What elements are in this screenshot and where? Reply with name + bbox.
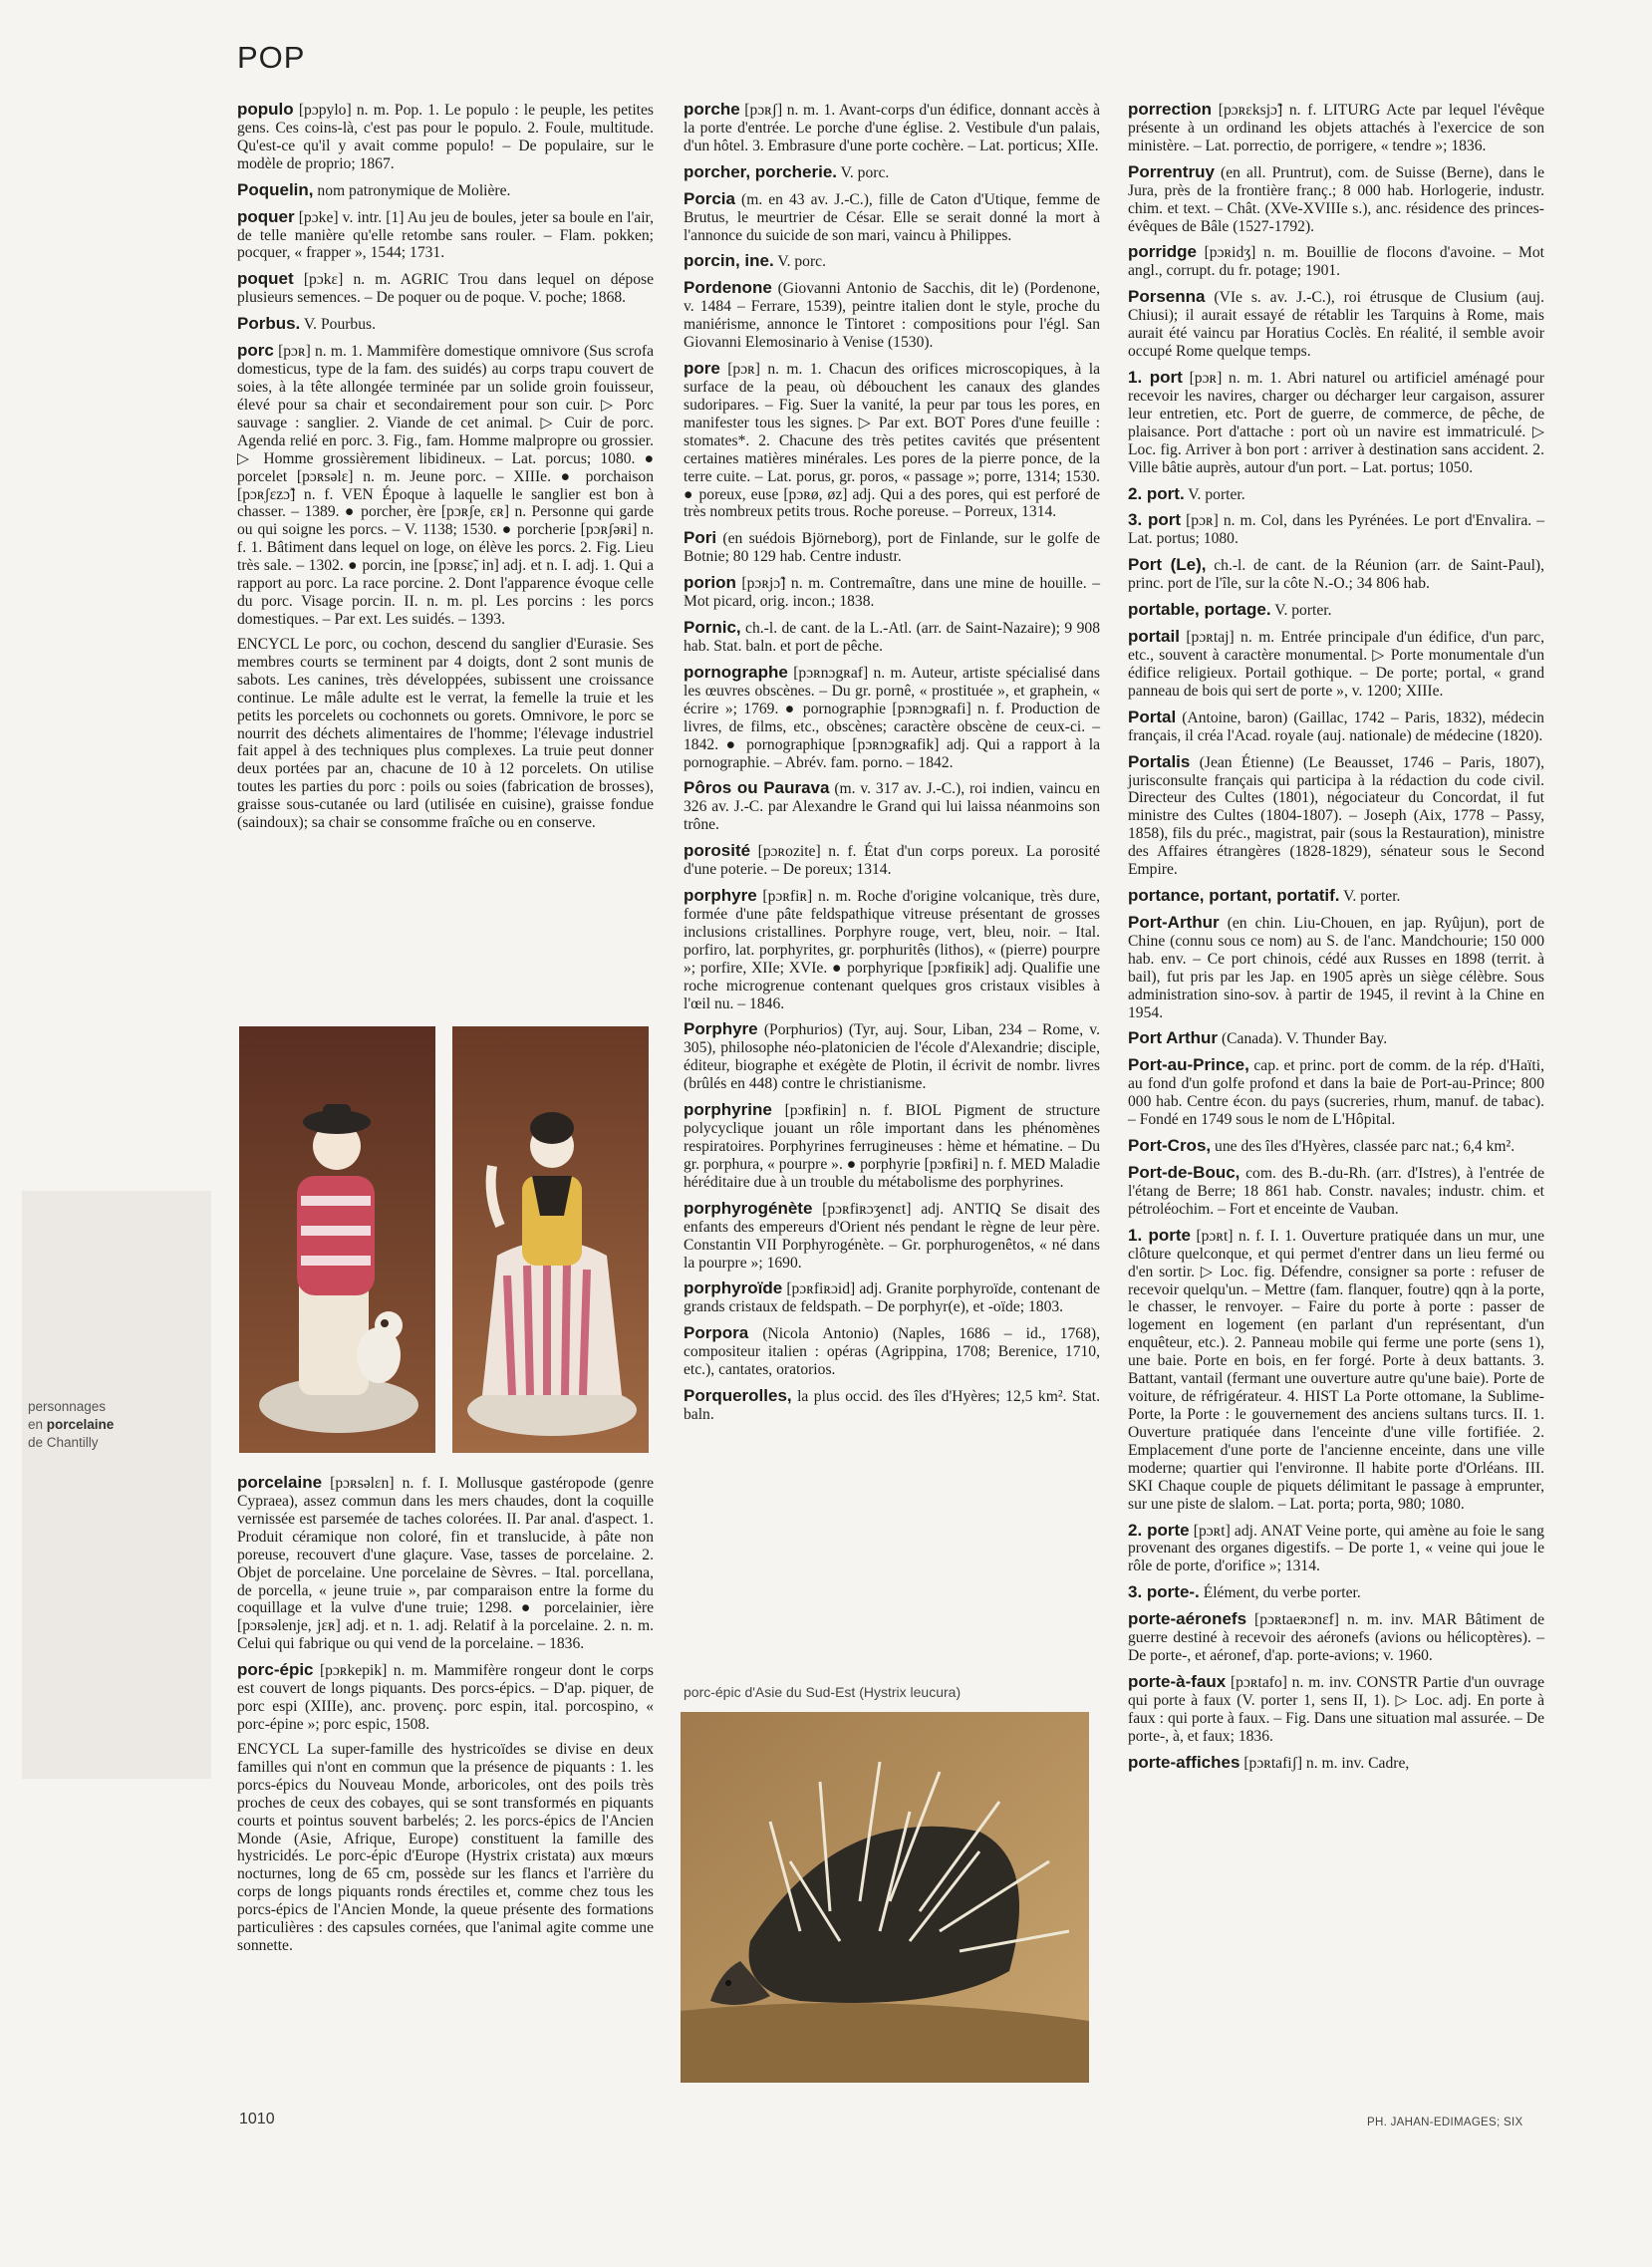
entry-body: [pɔʀfiʀɔid] adj. Granite porphyroïde, contenant de grands cristaux de feldspath. – De porphyr(e), et -oïde; 1803. (684, 1280, 1101, 1316)
figurines-caption-line3: de Chantilly (28, 1435, 99, 1451)
dictionary-entry (1128, 368, 1544, 477)
dictionary-entry (1128, 1226, 1544, 1514)
entry-body: (Giovanni Antonio de Sacchis, dit le) (Pordenone, v. 1484 – Ferrare, 1539), peintre italien dont le style, proche du maniérisme, annonce le Tintoret : compositions pour l'égl. San Giovanni Elemosinario à Venise (1530). (684, 280, 1100, 352)
entry-body: V. porter. (1188, 485, 1245, 503)
entry-body: (en suédois Björneborg), port de Finlande, sur le golfe de Botnie; 80 129 hab. Centre industr. (684, 530, 1100, 566)
dictionary-entry (237, 1473, 654, 1653)
entry-body: ch.-l. de cant. de la L.-Atl. (arr. de Saint-Nazaire); 9 908 hab. Stat. baln. et port de pêche. (684, 620, 1100, 655)
entry-body: ch.-l. de cant. de la Réunion (arr. de Saint-Paul), princ. port de l'île, sur la côte N.-O.; 34 806 hab. (1128, 557, 1545, 593)
entry-headword: Pôros ou Paurava (684, 778, 830, 798)
dictionary-entry (1128, 1672, 1544, 1746)
dictionary-entry (1128, 287, 1544, 361)
entry-body: [pɔʀt] n. f. I. 1. Ouverture pratiquée dans un mur, une clôture quelconque, et qui permet d'entrer dans un lieu fermé ou d'en sortir. ▷ Loc. fig. Défendre, consigner sa porte : refuser de recevoir quelqu'un. – Mettre (fam. flanquer, foutre) qqn à la porte, le chasser, le renvoyer. – Faire du porte à porte : passer de logement en logement (en parlant d'un représentant, d'un enquêteur, etc.). 2. Panneau mobile qui ferme une porte (sens 1), une baie. Porte en bois, en fer forgé. Porte à deux battants. 3. Battant, vantail (fermant une ouverture autre qu'une baie). Porte de voiture, de réfrigérateur. 4. HIST La Porte ottomane, la Sublime-Porte, la Porte : le gouvernement des anciens sultans turcs. II. 1. Ouverture pratiquée dans l'enceinte d'une ville fortifiée. 2. Emplacement d'une porte de l'ancienne enceinte, dans une ville moderne; quartier qui l'environne. Il habite porte d'Orléans. III. SKI Chaque couple de piquets délimitant le passage à emprunter, sur une piste de slalom. – Lat. porta; porta, 980; 1080. (1128, 1227, 1544, 1513)
entry-headword: porridge (1128, 242, 1197, 262)
dictionary-entry (1128, 913, 1544, 1022)
dictionary-entry (1128, 1521, 1544, 1576)
dictionary-entry (684, 1199, 1100, 1273)
entry-body: [pɔʀnɔgʀaf] n. m. Auteur, artiste spécialisé dans les œuvres obscènes. – Du gr. pornê, « prostituée », et graphein, « écrire »; 1769. ● pornographie [pɔʀnɔgʀafi] n. f. Production de livres, de films, etc., obscènes; caractère obscène de ceux-ci. – 1842. ● pornographique [pɔʀnɔgʀafik] adj. Qui a rapport à la pornographie. – Abrév. fam. porno. – 1842. (684, 664, 1100, 771)
dictionary-entry (1128, 162, 1544, 236)
entry-body: com. des B.-du-Rh. (arr. d'Istres), à l'entrée de l'étang de Berre; 18 861 hab. Constr. navales; industr. chim. et pétroléochim. – Fort et enceinte de Vauban. (1128, 1165, 1544, 1218)
entry-headword: porc (237, 341, 274, 361)
entry-body: une des îles d'Hyères, classée parc nat.; 6,4 km². (1215, 1138, 1515, 1156)
dictionary-entry (1128, 1028, 1544, 1048)
entry-body: ENCYCL Le porc, ou cochon, descend du sanglier d'Eurasie. Ses membres courts se terminent par 4 doigts, dont 2 sont munis de sabots. Les canines, très développées, subissent une croissance continue. Le mâle adulte est le verrat, la femelle la truie et les petits les porcelets ou cochonnets ou gorets. Omnivore, le porc se nourrit des déchets alimentaires de l'homme; l'élevage industriel fait appel à des techniques plus complexes. La truie peut donner deux portées par an, chacune de 10 à 12 porcelets. On utilise toutes les parties du porc : poils ou soies (fabrication de brosses), graisse sous-cutanée ou lard (utilisée en cuisine), graisse fondue (saindoux); sa chair se consomme fraîche ou en conserve. (237, 635, 654, 832)
dictionary-entry (684, 663, 1100, 772)
dictionary-entry (684, 778, 1100, 834)
entry-headword: porion (684, 573, 736, 593)
dictionary-entry (1128, 752, 1544, 879)
entry-body: Élément, du verbe porter. (1203, 1584, 1361, 1602)
entry-headword: 1. port (1128, 367, 1183, 387)
entry-body: [pɔke] v. intr. [1] Au jeu de boules, jeter sa boule en l'air, de telle manière qu'elle retombe sans rouler. – Flam. pokken; pocquer, « frapper », 1544; 1731. (237, 208, 654, 262)
entry-body: [pɔʀt] adj. ANAT Veine porte, qui amène au foie le sang provenant des organes digestifs. – De porte 1, « veine qui joue le rôle de porte, d'orifice »; 1314. (1128, 1522, 1544, 1575)
entry-headword: Poquelin, (237, 179, 314, 199)
entry-headword: porc-épic (237, 1660, 314, 1680)
dictionary-entry (684, 162, 1100, 182)
entry-body: [pɔʀ] n. m. 1. Abri naturel ou artificiel aménagé pour recevoir les navires, charger ou décharger leur cargaison, assurer leur entretien, etc. Port de guerre, de commerce, de pêche, de plaisance. Port d'attache : port où un navire est immatriculé. ▷ Loc. fig. Arriver à bon port : arriver à destination sans accident. 2. Ville bâtie auprès, autour d'un port. – Lat. portus; 1050. (1128, 369, 1544, 476)
entry-body: [pɔʀ] n. m. 1. Chacun des orifices microscopiques, à la surface de la peau, où débouchent les canaux des glandes sudoripares. – Fig. Suer la vanité, la peur par tous les pores, en manifester tous les signes. ▷ Par ext. BOT Pores d'une feuille : stomates*. 2. Chacune des très petites cavités que présentent certaines matières minérales. Les pores de la pierre ponce, de la terre cuite. – Lat. porus, gr. poros, « passage »; porre, 1314; 1530. ● poreux, euse [pɔʀø, øz] adj. Qui a des pores, qui est perforé de très nombreux petits trous. Roche poreuse. – Porreux, 1314. (684, 361, 1100, 521)
dictionary-entry (1128, 1163, 1544, 1219)
dictionary-entry (684, 1278, 1100, 1316)
entry-headword: porcher, porcherie. (684, 161, 837, 181)
dictionary-entry (237, 636, 654, 832)
entry-body: [pɔʀtaeʀɔnɛf] n. m. inv. MAR Bâtiment de guerre destiné à recevoir des aéronefs (avions ou hélicoptères). – De porte-, et aéronef, d'ap. porte-avions; v. 1960. (1128, 1611, 1544, 1665)
dictionary-entry (1128, 600, 1544, 620)
entry-body: V. Pourbus. (303, 316, 376, 334)
figurines-caption (28, 1398, 217, 1453)
dictionary-entry (237, 314, 654, 334)
dictionary-entry (1128, 242, 1544, 280)
entry-body: (Jean Étienne) (Le Beausset, 1746 – Paris, 1807), jurisconsulte français qui participa à la rédaction du code civil. Directeur des Cultes (1801), négociateur du Concordat, il fut ministre des Cultes (1804-1807). – Joseph (Aix, 1778 – Passy, 1858), fils du préc., magistrat, pair (sous la Restauration), ministre des Affaires étrangères (1828-1829), sénateur sous le Second Empire. (1128, 753, 1544, 879)
entry-body: [pɔʀtafiʃ] n. m. inv. Cadre, (1243, 1754, 1410, 1772)
entry-headword: porche (684, 100, 740, 119)
entry-body: la plus occid. des îles d'Hyères; 12,5 km². Stat. baln. (684, 1388, 1101, 1423)
entry-body: (m. v. 317 av. J.-C.), roi indien, vaincu en 326 av. J.-C. par Alexandre le Grand qui lui laissa néanmoins son trône. (684, 780, 1100, 834)
column-1 (237, 100, 654, 839)
entry-body: (Nicola Antonio) (Naples, 1686 – id., 1768), compositeur italien : opéras (Agrippina, 1708; Berenice, 1710, etc.), cantates, oratorios. (684, 1325, 1100, 1379)
dictionary-entry (1128, 1753, 1544, 1773)
entry-headword: Pori (684, 528, 717, 548)
dictionary-entry (237, 180, 654, 200)
entry-headword: Port-de-Bouc, (1128, 1163, 1240, 1183)
dictionary-entry (237, 341, 654, 629)
entry-body: V. porc. (777, 253, 826, 271)
dictionary-entry (684, 100, 1100, 155)
figurine-man-illustration (239, 1026, 435, 1453)
dictionary-entry (1128, 1609, 1544, 1665)
dictionary-entry (684, 618, 1100, 656)
dictionary-entry (684, 528, 1100, 566)
entry-headword: porphyre (684, 886, 757, 906)
dictionary-entry (684, 841, 1100, 879)
facing-page-shadow (22, 1191, 211, 1779)
entry-body: [pɔpylo] n. m. Pop. 1. Le populo : le peuple, les petites gens. Ces coins-là, c'est pas pour le populo. 2. Foule, multitude. Qu'est-ce qu'il y avait comme populo! – De populaire, sur le modèle de proprio; 1867. (237, 102, 654, 172)
figurine-woman-illustration (452, 1026, 649, 1453)
entry-headword: Portal (1128, 707, 1177, 726)
figurines-caption-bold: porcelaine (46, 1417, 115, 1433)
entry-headword: Pordenone (684, 278, 772, 298)
porcupine-illustration (681, 1712, 1089, 2083)
entry-headword: Porquerolles, (684, 1386, 792, 1406)
entry-body: nom patronymique de Molière. (317, 181, 511, 199)
dictionary-entry (684, 278, 1100, 352)
dictionary-entry (684, 359, 1100, 521)
dictionary-entry (237, 269, 654, 307)
entry-headword: porte-à-faux (1128, 1671, 1227, 1691)
figurines-caption-line2 (28, 1416, 217, 1434)
entry-headword: poquer (237, 206, 295, 226)
entry-headword: porte-aéronefs (1128, 1609, 1247, 1629)
dictionary-entry (237, 1741, 654, 1955)
entry-headword: portance, portant, portatif. (1128, 886, 1340, 906)
entry-body: [pɔʀɛksjɔ̃] n. f. LITURG Acte par lequel l'évêque présente à un ordinand les objets attachés à l'exercice de son ministère. – Lat. porrectio, de porrigere, « tendre »; 1836. (1128, 102, 1544, 154)
entry-body: (Antoine, baron) (Gaillac, 1742 – Paris, 1832), médecin français, il créa l'Acad. royale (auj. nationale) de médecine (1820). (1128, 708, 1544, 744)
entry-body: [pɔʀkepik] n. m. Mammifère rongeur dont le corps est couvert de longs piquants. Des porcs-épics. – D'ap. piquer, de porc espi (XIIIe), anc. provenç. porc espin, ital. porcospino, « porc-épine »; porc espic, 1508. (237, 1662, 654, 1733)
entry-headword: Porbus. (237, 314, 301, 334)
entry-headword: 2. port. (1128, 483, 1185, 503)
dictionary-entry (1128, 1055, 1544, 1129)
entry-body: [pɔʀ] n. m. Col, dans les Pyrénées. Le port d'Envalira. – Lat. portus; 1080. (1128, 512, 1544, 548)
dictionary-entry (1128, 510, 1544, 548)
dictionary-entry (684, 1019, 1100, 1093)
entry-body: [pɔʀsəlɛn] n. f. I. Mollusque gastéropode (genre Cypraea), assez commun dans les mers chaudes, dont la coquille vernissée est parsemée de taches colorées. II. Par anal. d'aspect. 1. Produit céramique non coloré, fin et translucide, à pâte non poreuse, recouvert d'une glaçure. Vase, tasses de porcelaine. 2. Objet de porcelaine. Une porcelaine de Sèvres. – Ital. porcellana, de porcella, « jeune truie », par comparaison entre la forme du coquillage et la vulve d'une truie; 1298. ● porcelainier, ière [pɔʀsəlenje, jɛʀ] adj. et n. 1. adj. Relatif à la porcelaine. 2. n. m. Celui qui fabrique ou qui vend de la porcelaine. – 1836. (237, 1475, 654, 1653)
entry-headword: Porcia (684, 188, 735, 208)
entry-body: [pɔʀ] n. m. 1. Mammifère domestique omnivore (Sus scrofa domesticus, type de la fam. des suidés) au corps trapu couvert de soies, à la tête allongée terminée par un solide groin fouisseur, élevé pour sa chair et secondairement pour son cuir. ▷ Porc sauvage : sanglier. 2. Viande de cet animal. ▷ Cuir de porc. Agenda relié en porc. 3. Fig., fam. Homme malpropre ou grossier. ▷ Homme grossièrement libidineux. – Lat. porcus; 1080. ● porcelet [pɔʀsəlɛ] n. m. Jeune porc. – XIIIe. ● porchaison [pɔʀʃɛzɔ̃] n. f. VEN Époque à laquelle le sanglier est bon à chasser. – 1389. ● porcher, ère [pɔʀʃe, ɛʀ] n. Personne qui garde ou qui soigne les porcs. – V. 1138; 1530. ● porcherie [pɔʀʃəʀi] n. f. 1. Bâtiment dans lequel on loge, on élève les porcs. 2. Fig. Lieu très sale. – 1302. ● porcin, ine [pɔʀsɛ̃, in] adj. et n. I. adj. 1. Qui a rapport au porc. La race porcine. 2. Dont l'apparence évoque celle du porc. Visage porcin. II. n. m. pl. Les porcins : les porcs domestiques. – Par ext. Les suidés. – 1393. (237, 343, 654, 628)
figurine-photo-woman (452, 1026, 649, 1453)
entry-body: [pɔʀozite] n. f. État d'un corps poreux. La porosité d'une poterie. – De poreux; 1314. (684, 843, 1100, 879)
dictionary-entry (684, 573, 1100, 611)
dictionary-entry (684, 251, 1100, 271)
page-number: 1010 (239, 2111, 275, 2127)
entry-headword: Porpora (684, 1323, 749, 1343)
porcupine-photo (681, 1712, 1089, 2083)
entry-body: V. porc. (840, 163, 890, 181)
dictionary-entry (1128, 627, 1544, 701)
entry-headword: portail (1128, 627, 1180, 647)
dictionary-entry (684, 189, 1100, 245)
dictionary-entry (684, 886, 1100, 1012)
entry-headword: Portalis (1128, 751, 1191, 771)
entry-body: (m. en 43 av. J.-C.), fille de Caton d'Utique, femme de Brutus, le meurtrier de César. Elle se serait donné la mort à l'annonce du suicide de son mari, vaincu à Philippes. (684, 190, 1100, 244)
entry-headword: Port-Cros, (1128, 1136, 1212, 1156)
entry-body: [pɔʀtaj] n. m. Entrée principale d'un édifice, d'un parc, etc., souvent à caractère monumental. ▷ Porte monumentale d'un édifice religieux. Portail gothique. – De porte; portal, « grand panneau de bois qui sert de porte », v. 1200; XIIIe. (1128, 629, 1544, 700)
page-header-title: POP (237, 40, 306, 75)
entry-headword: 1. porte (1128, 1225, 1191, 1245)
porcupine-caption: porc-épic d'Asie du Sud-Est (Hystrix leucura) (684, 1684, 962, 1700)
entry-headword: Porrentruy (1128, 161, 1215, 181)
entry-body: [pɔkɛ] n. m. AGRIC Trou dans lequel on dépose plusieurs semences. – De poquer ou de poque. V. poche; 1868. (237, 271, 655, 307)
figurines-caption-line1: personnages (28, 1399, 107, 1414)
entry-body: V. porter. (1343, 888, 1401, 906)
dictionary-entry (237, 100, 654, 173)
entry-headword: Port Arthur (1128, 1028, 1219, 1048)
entry-body: (VIe s. av. J.-C.), roi étrusque de Clusium (auj. Chiusi); il aurait essayé de rétablir les Tarquins à Rome, mais aurait été vaincu par Horatius Coclès. En réalité, il semble avoir occupé Rome quelque temps. (1128, 289, 1544, 361)
entry-headword: porcelaine (237, 1473, 323, 1492)
entry-headword: Port-Arthur (1128, 912, 1220, 932)
entry-body: ENCYCL La super-famille des hystricoïdes se divise en deux familles qui n'ont en commun que la présence de piquants : 1. les porcs-épics du Nouveau Monde, arboricoles, ont des poils très proches de ceux des cobayes, qui se sont transformés en piquants courts et pointus souvent barbelés; 2. les porcs-épics de l'Ancien Monde (Asie, Afrique, Europe) constituent la famille des hystricidés. Le porc-épic d'Europe (Hystrix cristata) aux mœurs nocturnes, long de 65 cm, possède sur les flancs et l'arrière du corps de longs piquants ronds érectiles et, comme chez tous les porcs-épics de l'Ancien Monde, la queue présente des formations particulières : des capsules cornées, que l'animal agite comme une sonnette. (237, 1740, 654, 1955)
column-2 (684, 100, 1100, 1431)
column-1-continued (237, 1473, 654, 1962)
entry-body: [pɔʀfiʀin] n. f. BIOL Pigment de structure polycyclique jouant un rôle important dans les phénomènes respiratoires. Porphyrines ferrugineuses : hème et hématine. – Du gr. porphura, « pourpre ». ● porphyrie [pɔʀfiʀi] n. f. MED Maladie héréditaire due à un trouble du métabolisme des porphyrines. (684, 1102, 1100, 1191)
dictionary-entry (1128, 1136, 1544, 1156)
column-3 (1128, 100, 1544, 1780)
entry-headword: porphyroïde (684, 1278, 783, 1298)
dictionary-entry (1128, 555, 1544, 593)
entry-headword: Port-au-Prince, (1128, 1055, 1249, 1075)
photo-credit: PH. JAHAN-EDIMAGES; SIX (1367, 2117, 1523, 2128)
entry-headword: porphyrogénète (684, 1198, 813, 1218)
entry-body: V. porter. (1274, 602, 1332, 620)
dictionary-entry (1128, 1582, 1544, 1602)
dictionary-entry (1128, 100, 1544, 155)
entry-headword: 3. porte-. (1128, 1582, 1200, 1602)
entry-body: (Porphurios) (Tyr, auj. Sour, Liban, 234 – Rome, v. 305), philosophe néo-platonicien de l'école d'Alexandrie; disciple, éditeur, biographe et exégète de Plotin, il écrivit de nombr. livres (brûlés en 448) contre le christianisme. (684, 1021, 1100, 1093)
entry-body: cap. et princ. port de comm. de la rép. d'Haïti, au fond d'un golfe profond et dans la baie de Port-au-Prince; 800 000 hab. Centre écon. du pays (sucreries, rhum, manuf. de tabac). – Fondé en 1749 sous le nom de L'Hôpital. (1128, 1057, 1544, 1129)
dictionary-entry (684, 1100, 1100, 1192)
entry-body: (en all. Pruntrut), com. de Suisse (Berne), dans le Jura, près de la frontière franç.; 8 000 hab. Horlogerie, industr. chim. et text. – Chât. (XVe-XVIIIe s.), anc. résidence des princes-évêques de Bâle (1527-1792). (1128, 163, 1544, 235)
entry-headword: portable, portage. (1128, 600, 1271, 620)
entry-body: [pɔʀidʒ] n. m. Bouillie de flocons d'avoine. – Mot angl., corrupt. du fr. potage; 1901. (1128, 244, 1544, 280)
entry-body: [pɔʀjɔ̃] n. m. Contremaître, dans une mine de houille. – Mot picard, orig. incon.; 1838. (684, 575, 1100, 611)
dictionary-entry (684, 1386, 1100, 1424)
entry-body: [pɔʀʃ] n. m. 1. Avant-corps d'un édifice, donnant accès à la porte d'entrée. Le porche d'une église. 2. Vestibule d'un palais, d'un hôtel. 3. Embrasure d'une porte cochère. – Lat. porticus; XIIe. (684, 102, 1100, 154)
dictionary-entry (684, 1323, 1100, 1379)
entry-headword: poquet (237, 269, 294, 289)
entry-body: [pɔʀfiʀ] n. m. Roche d'origine volcanique, très dure, formée d'une pâte feldspathique vitreuse présentant de grosses inclusions cristallines. Porphyre rouge, vert, bleu, noir. – Ital. porfiro, lat. porphyrites, gr. porphuritês (lithos), « (pierre) pourpre »; porfire, XIIe; XVIe. ● porphyrique [pɔʀfiʀik] adj. Qualifie une roche microgrenue contenant quelques gros cristaux visibles à l'œil nu. – 1846. (684, 888, 1100, 1012)
entry-body: (Canada). V. Thunder Bay. (1221, 1030, 1388, 1048)
entry-headword: pornographe (684, 662, 788, 682)
entry-headword: porosité (684, 841, 751, 861)
figurines-caption-prefix: en (28, 1417, 47, 1433)
figurine-photo-man (239, 1026, 435, 1453)
entry-headword: porte-affiches (1128, 1752, 1240, 1772)
entry-headword: porrection (1128, 100, 1213, 119)
entry-body: [pɔʀtafo] n. m. inv. CONSTR Partie d'un ouvrage qui porte à faux (V. porter 1, sens II, 1). ▷ Loc. adj. En porte à faux : qui porte à faux. – Fig. Dans une situation mal assurée. – De porte-, à, et faux; 1836. (1128, 1673, 1544, 1745)
entry-headword: Pornic, (684, 618, 741, 638)
entry-headword: Port (Le), (1128, 555, 1207, 575)
dictionary-entry (1128, 484, 1544, 504)
entry-body: (en chin. Liu-Chouen, en jap. Ryûjun), port de Chine (connu sous ce nom) au S. de l'anc. Mandchourie; 150 000 hab. env. – Ce port chinois, cédé aux Russes en 1898 (territ. à bail), fut pris par les Jap. en 1905 après un siège célèbre. Sous administration sino-sov. à partir de 1945, il revint à la Chine en 1954. (1128, 914, 1544, 1021)
entry-headword: Porphyre (684, 1019, 758, 1039)
entry-headword: 3. port (1128, 510, 1182, 530)
dictionary-entry (237, 1660, 654, 1734)
entry-headword: Porsenna (1128, 287, 1206, 307)
dictionary-entry (1128, 886, 1544, 906)
entry-body: [pɔʀfiʀɔʒenɛt] adj. ANTIQ Se disait des enfants des empereurs d'Orient nés pendant le règne de leur père. Constantin VII Porphyrogénète. – Gr. porphurogenêtos, « né dans la pourpre »; 1690. (684, 1200, 1100, 1272)
entry-headword: 2. porte (1128, 1520, 1190, 1540)
entry-headword: porphyrine (684, 1100, 772, 1120)
entry-headword: porcin, ine. (684, 251, 774, 271)
entry-headword: pore (684, 359, 720, 379)
dictionary-entry (237, 207, 654, 263)
dictionary-entry (1128, 708, 1544, 745)
entry-headword: populo (237, 100, 294, 119)
